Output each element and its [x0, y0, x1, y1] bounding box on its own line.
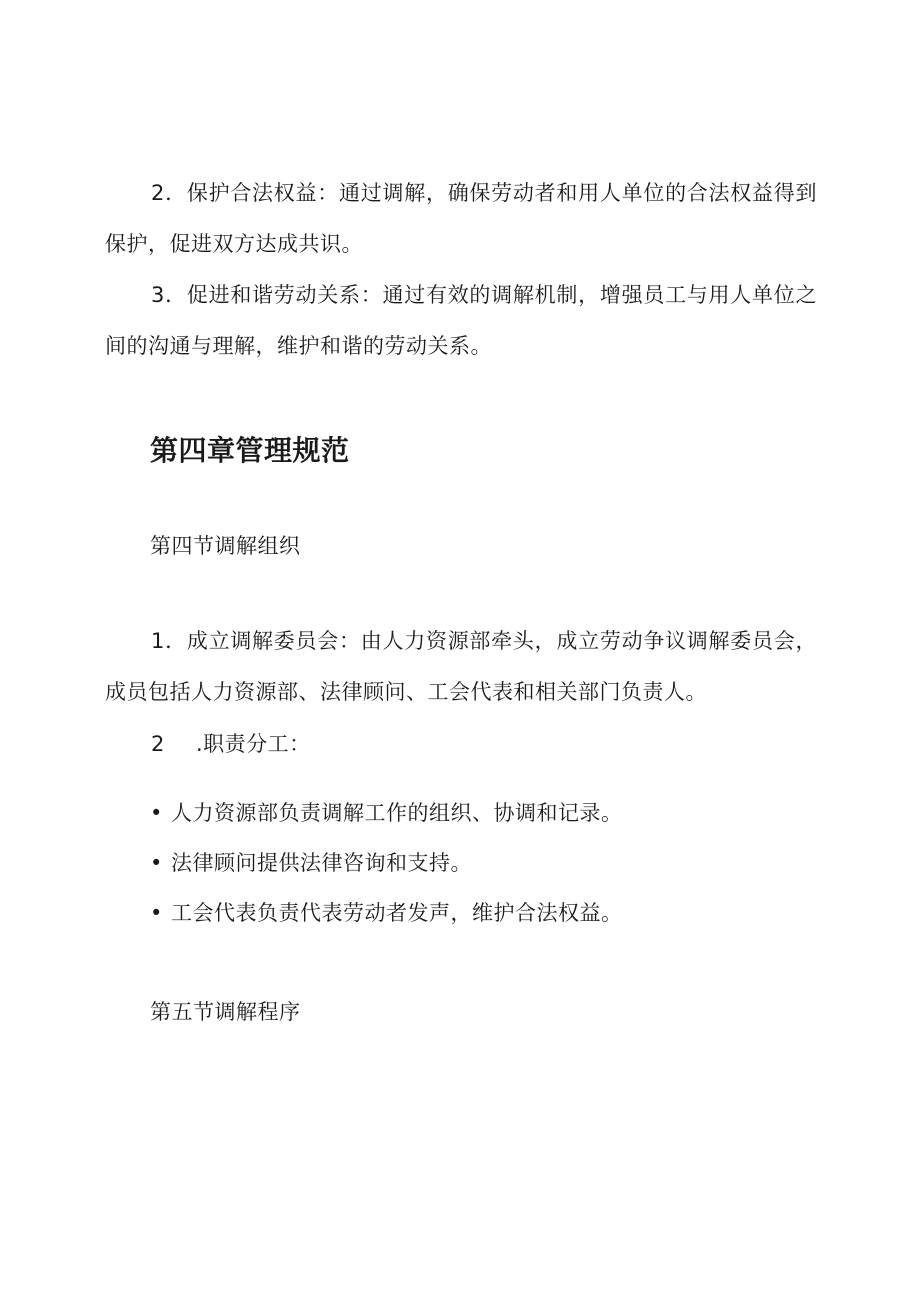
- list-item-committee: 1．成立调解委员会：由人力资源部牵头，成立劳动争议调解委员会，成员包括人力资源部、法律顾问、工会代表和相关部门负责人。: [105, 629, 817, 704]
- paragraph-harmonious-relations: 3．促进和谐劳动关系：通过有效的调解机制，增强员工与用人单位之间的沟通与理解，维护和谐的劳动关系。: [105, 283, 817, 358]
- list-item-number: 2: [151, 732, 165, 756]
- bullet-item: [150, 841, 472, 885]
- bullet-item: [150, 891, 623, 935]
- list-item-duties: [151, 722, 311, 766]
- paragraph-protect-rights: 2．保护合法权益：通过调解，确保劳动者和用人单位的合法权益得到保护，促进双方达成共识。: [105, 181, 817, 256]
- bullet-icon: •: [150, 901, 163, 925]
- bullet-icon: •: [150, 801, 163, 825]
- bullet-item: [150, 791, 623, 835]
- bullet-text: 人力资源部负责调解工作的组织、协调和记录。: [171, 801, 623, 825]
- section-4-title: 第四节调解组织: [150, 534, 301, 558]
- list-item-label: .职责分工：: [196, 732, 311, 756]
- bullet-text: 法律顾问提供法律咨询和支持。: [171, 851, 472, 875]
- chapter-title: 第四章管理规范: [150, 434, 350, 467]
- bullet-icon: •: [150, 851, 163, 875]
- section-5-title: 第五节调解程序: [150, 1000, 301, 1024]
- bullet-text: 工会代表负责代表劳动者发声，维护合法权益。: [171, 901, 623, 925]
